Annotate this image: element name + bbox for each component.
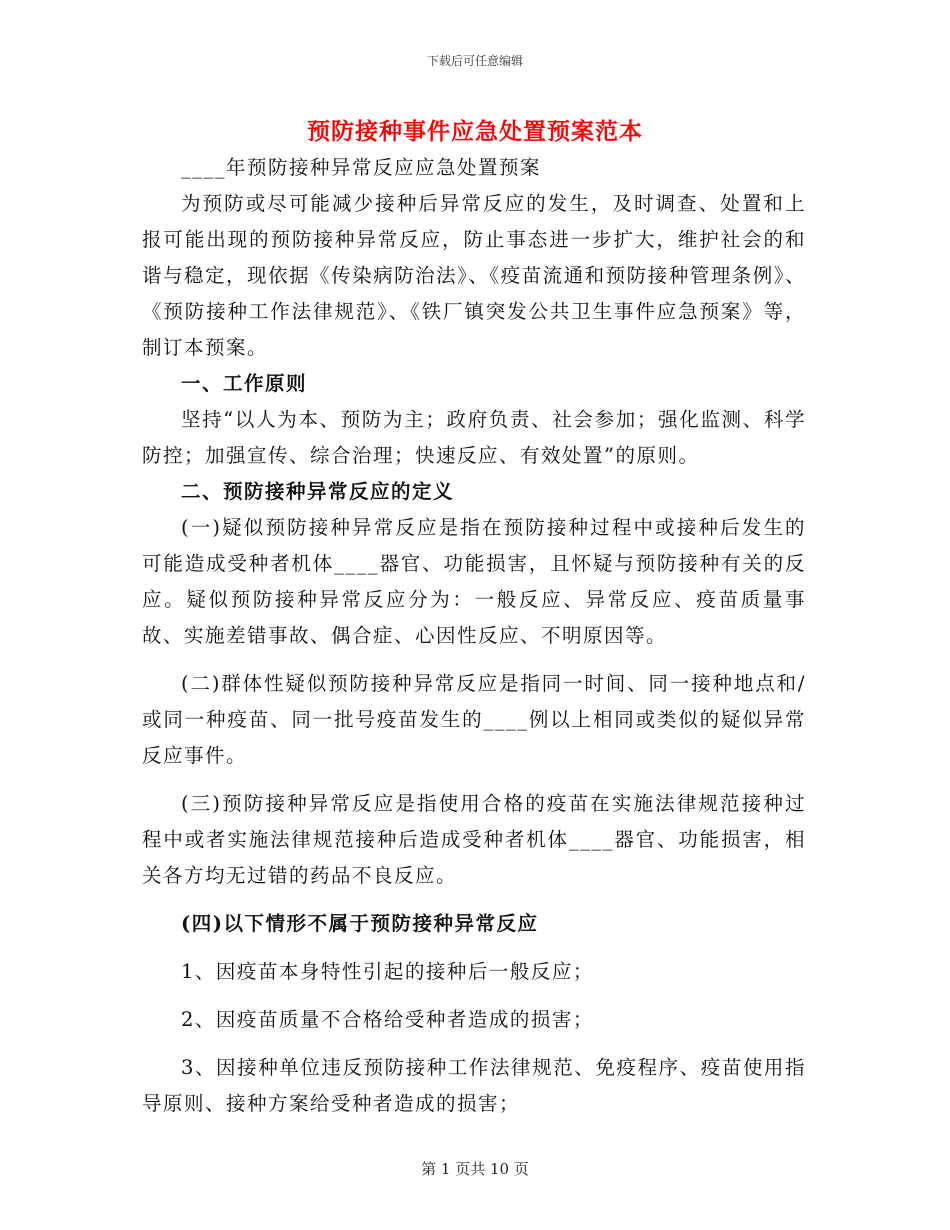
section-heading-principles: 一、工作原则 bbox=[181, 372, 308, 395]
list-item-exclusion-1: 1、因疫苗本身特性引起的接种后一般反应； bbox=[181, 960, 594, 983]
list-item-exclusion-3: 3、因接种单位违反预防接种工作法律规范、免疫程序、疫苗使用指导原则、接种方案给受种者造成的损害； bbox=[142, 1056, 806, 1115]
paragraph-definition-3: (三)预防接种异常反应是指使用合格的疫苗在实施法律规范接种过程中或者实施法律规范接种后造成受种者机体____器官、功能损害，相关各方均无过错的药品不良反应。 bbox=[142, 792, 806, 887]
document-title: 预防接种事件应急处置预案范本 bbox=[307, 118, 643, 145]
paragraph-plan-name: ____年预防接种异常反应应急处置预案 bbox=[181, 156, 542, 179]
page-footer: 第 1 页共 10 页 bbox=[421, 1160, 529, 1178]
page-header: 下载后可任意编辑 bbox=[426, 54, 523, 68]
section-heading-exclusions: (四)以下情形不属于预防接种异常反应 bbox=[181, 912, 539, 935]
paragraph-definition-2: (二)群体性疑似预防接种异常反应是指同一时间、同一接种地点和/或同一种疫苗、同一批号疫苗发生的____例以上相同或类似的疑似异常反应事件。 bbox=[142, 672, 806, 767]
document-body bbox=[142, 150, 806, 1122]
paragraph-principles: 坚持“以人为本、预防为主；政府负责、社会参加；强化监测、科学防控；加强宣传、综合治理；快速反应、有效处置”的原则。 bbox=[142, 408, 806, 467]
paragraph-intro: 为预防或尽可能减少接种后异常反应的发生，及时调查、处置和上报可能出现的预防接种异常反应，防止事态进一步扩大，维护社会的和谐与稳定，现依据《传染病防治法》、《疫苗流通和预防接种管理条例》、《预防接种工作法律规范》、《铁厂镇突发公共卫生事件应急预案》等，制订本预案。 bbox=[142, 192, 806, 359]
paragraph-definition-1: (一)疑似预防接种异常反应是指在预防接种过程中或接种后发生的可能造成受种者机体____器官、功能损害，且怀疑与预防接种有关的反应。疑似预防接种异常反应分为：一般反应、异常反应、疫苗质量事故、实施差错事故、偶合症、心因性反应、不明原因等。 bbox=[142, 516, 806, 647]
section-heading-definition: 二、预防接种异常反应的定义 bbox=[181, 480, 455, 503]
list-item-exclusion-2: 2、因疫苗质量不合格给受种者造成的损害； bbox=[181, 1008, 594, 1031]
